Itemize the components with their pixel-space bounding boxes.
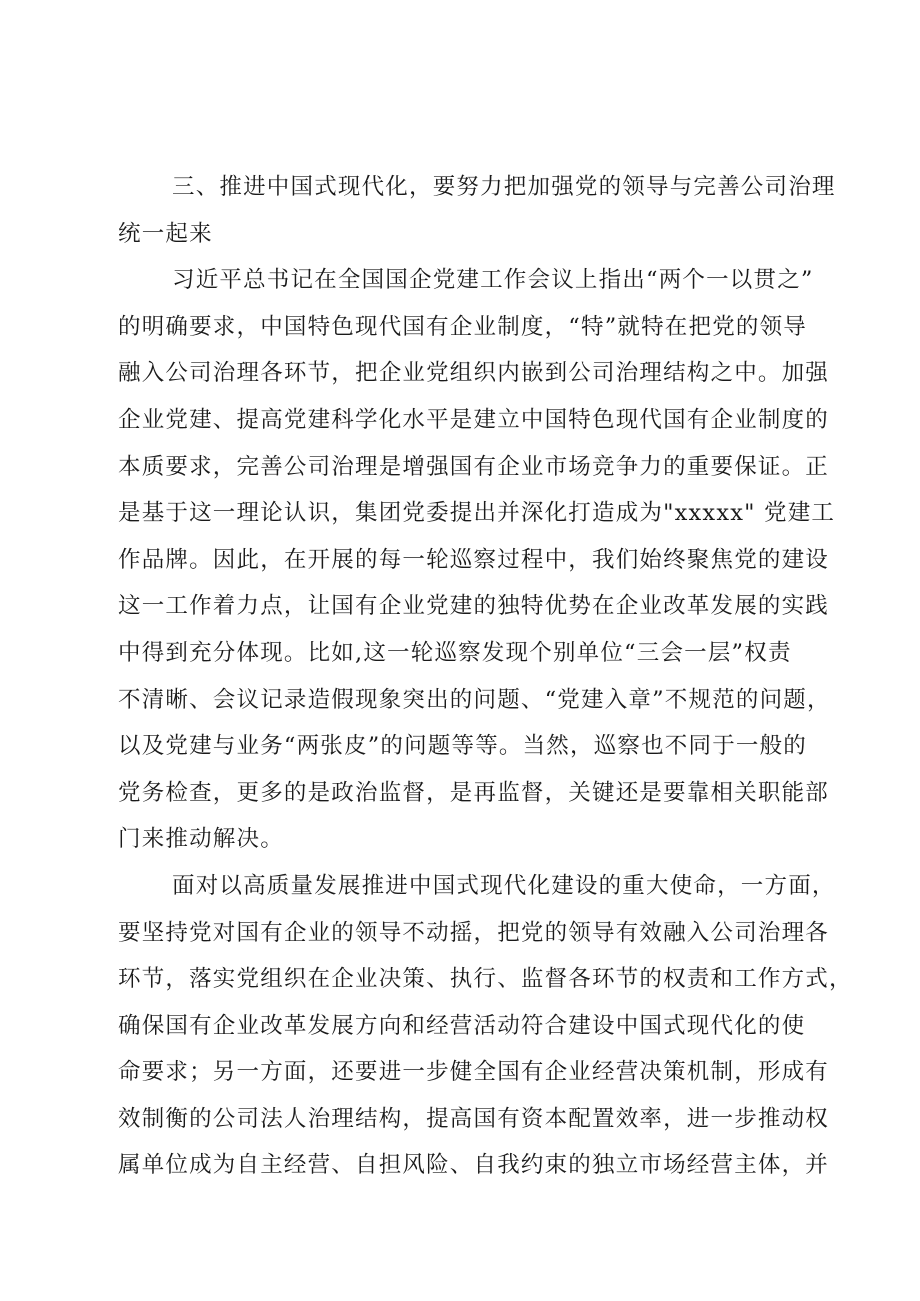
- paragraph-line: 以及党建与业务“两张皮”的问题等等。当然，巡察也不同于一般的: [118, 733, 808, 760]
- paragraph-line: 属单位成为自主经营、自担风险、自我约束的独立市场经营主体，并: [118, 1152, 830, 1179]
- paragraph-line: 的明确要求，中国特色现代国有企业制度，“特”就特在把党的领导: [118, 313, 808, 340]
- heading-line: 三、推进中国式现代化，要努力把加强党的领导与完善公司治理: [172, 174, 836, 200]
- paragraph-line: 确保国有企业改革发展方向和经营活动符合建设中国式现代化的使: [118, 1012, 806, 1039]
- paragraph-line: 命要求；另一方面，还要进一步健全国有企业经营决策机制，形成有: [118, 1059, 830, 1086]
- paragraph-line: 习近平总书记在全国国企党建工作会议上指出“两个一以贯之”: [172, 267, 814, 294]
- paragraph-line: 效制衡的公司法人治理结构，提高国有资本配置效率，进一步推动权: [118, 1105, 830, 1132]
- paragraph-line: 本质要求，完善公司治理是增强国有企业市场竞争力的重要保证。正: [118, 453, 830, 480]
- paragraph-line: 企业党建、提高党建科学化水平是建立中国特色现代国有企业制度的: [118, 406, 830, 433]
- paragraph-line: 中得到充分体现。比如,这一轮巡察发现个别单位“三会一层”权责: [118, 639, 792, 666]
- heading-line: 统一起来: [118, 220, 213, 247]
- paragraph-line: 党务检查，更多的是政治监督，是再监督，关键还是要靠相关职能部: [118, 779, 830, 806]
- paragraph-line: 环节，落实党组织在企业决策、执行、监督各环节的权责和工作方式，: [118, 966, 853, 993]
- paragraph-1: [118, 257, 836, 863]
- paragraph-line: 作品牌。因此，在开展的每一轮巡察过程中，我们始终聚焦党的建设: [118, 546, 830, 573]
- paragraph-line: 融入公司治理各环节，把企业党组织内嵌到公司治理结构之中。加强: [118, 360, 830, 387]
- paragraph-line: 门来推动解决。: [118, 826, 284, 853]
- paragraph-line: 是基于这一理论认识，集团党委提出并深化打造成为"xxxxx" 党建工: [118, 500, 836, 527]
- paragraph-line: 面对以高质量发展推进中国式现代化建设的重大使命，一方面，: [172, 872, 836, 899]
- paragraph-line: 这一工作着力点，让国有企业党建的独特优势在企业改革发展的实践: [118, 593, 830, 620]
- paragraph-line: 要坚持党对国有企业的领导不动摇，把党的领导有效融入公司治理各: [118, 919, 830, 946]
- paragraph-2: [118, 863, 853, 1189]
- section-heading: [118, 164, 836, 257]
- document-body: [118, 164, 853, 1189]
- paragraph-line: 不清晰、会议记录造假现象突出的问题、“党建入章”不规范的问题，: [118, 686, 831, 713]
